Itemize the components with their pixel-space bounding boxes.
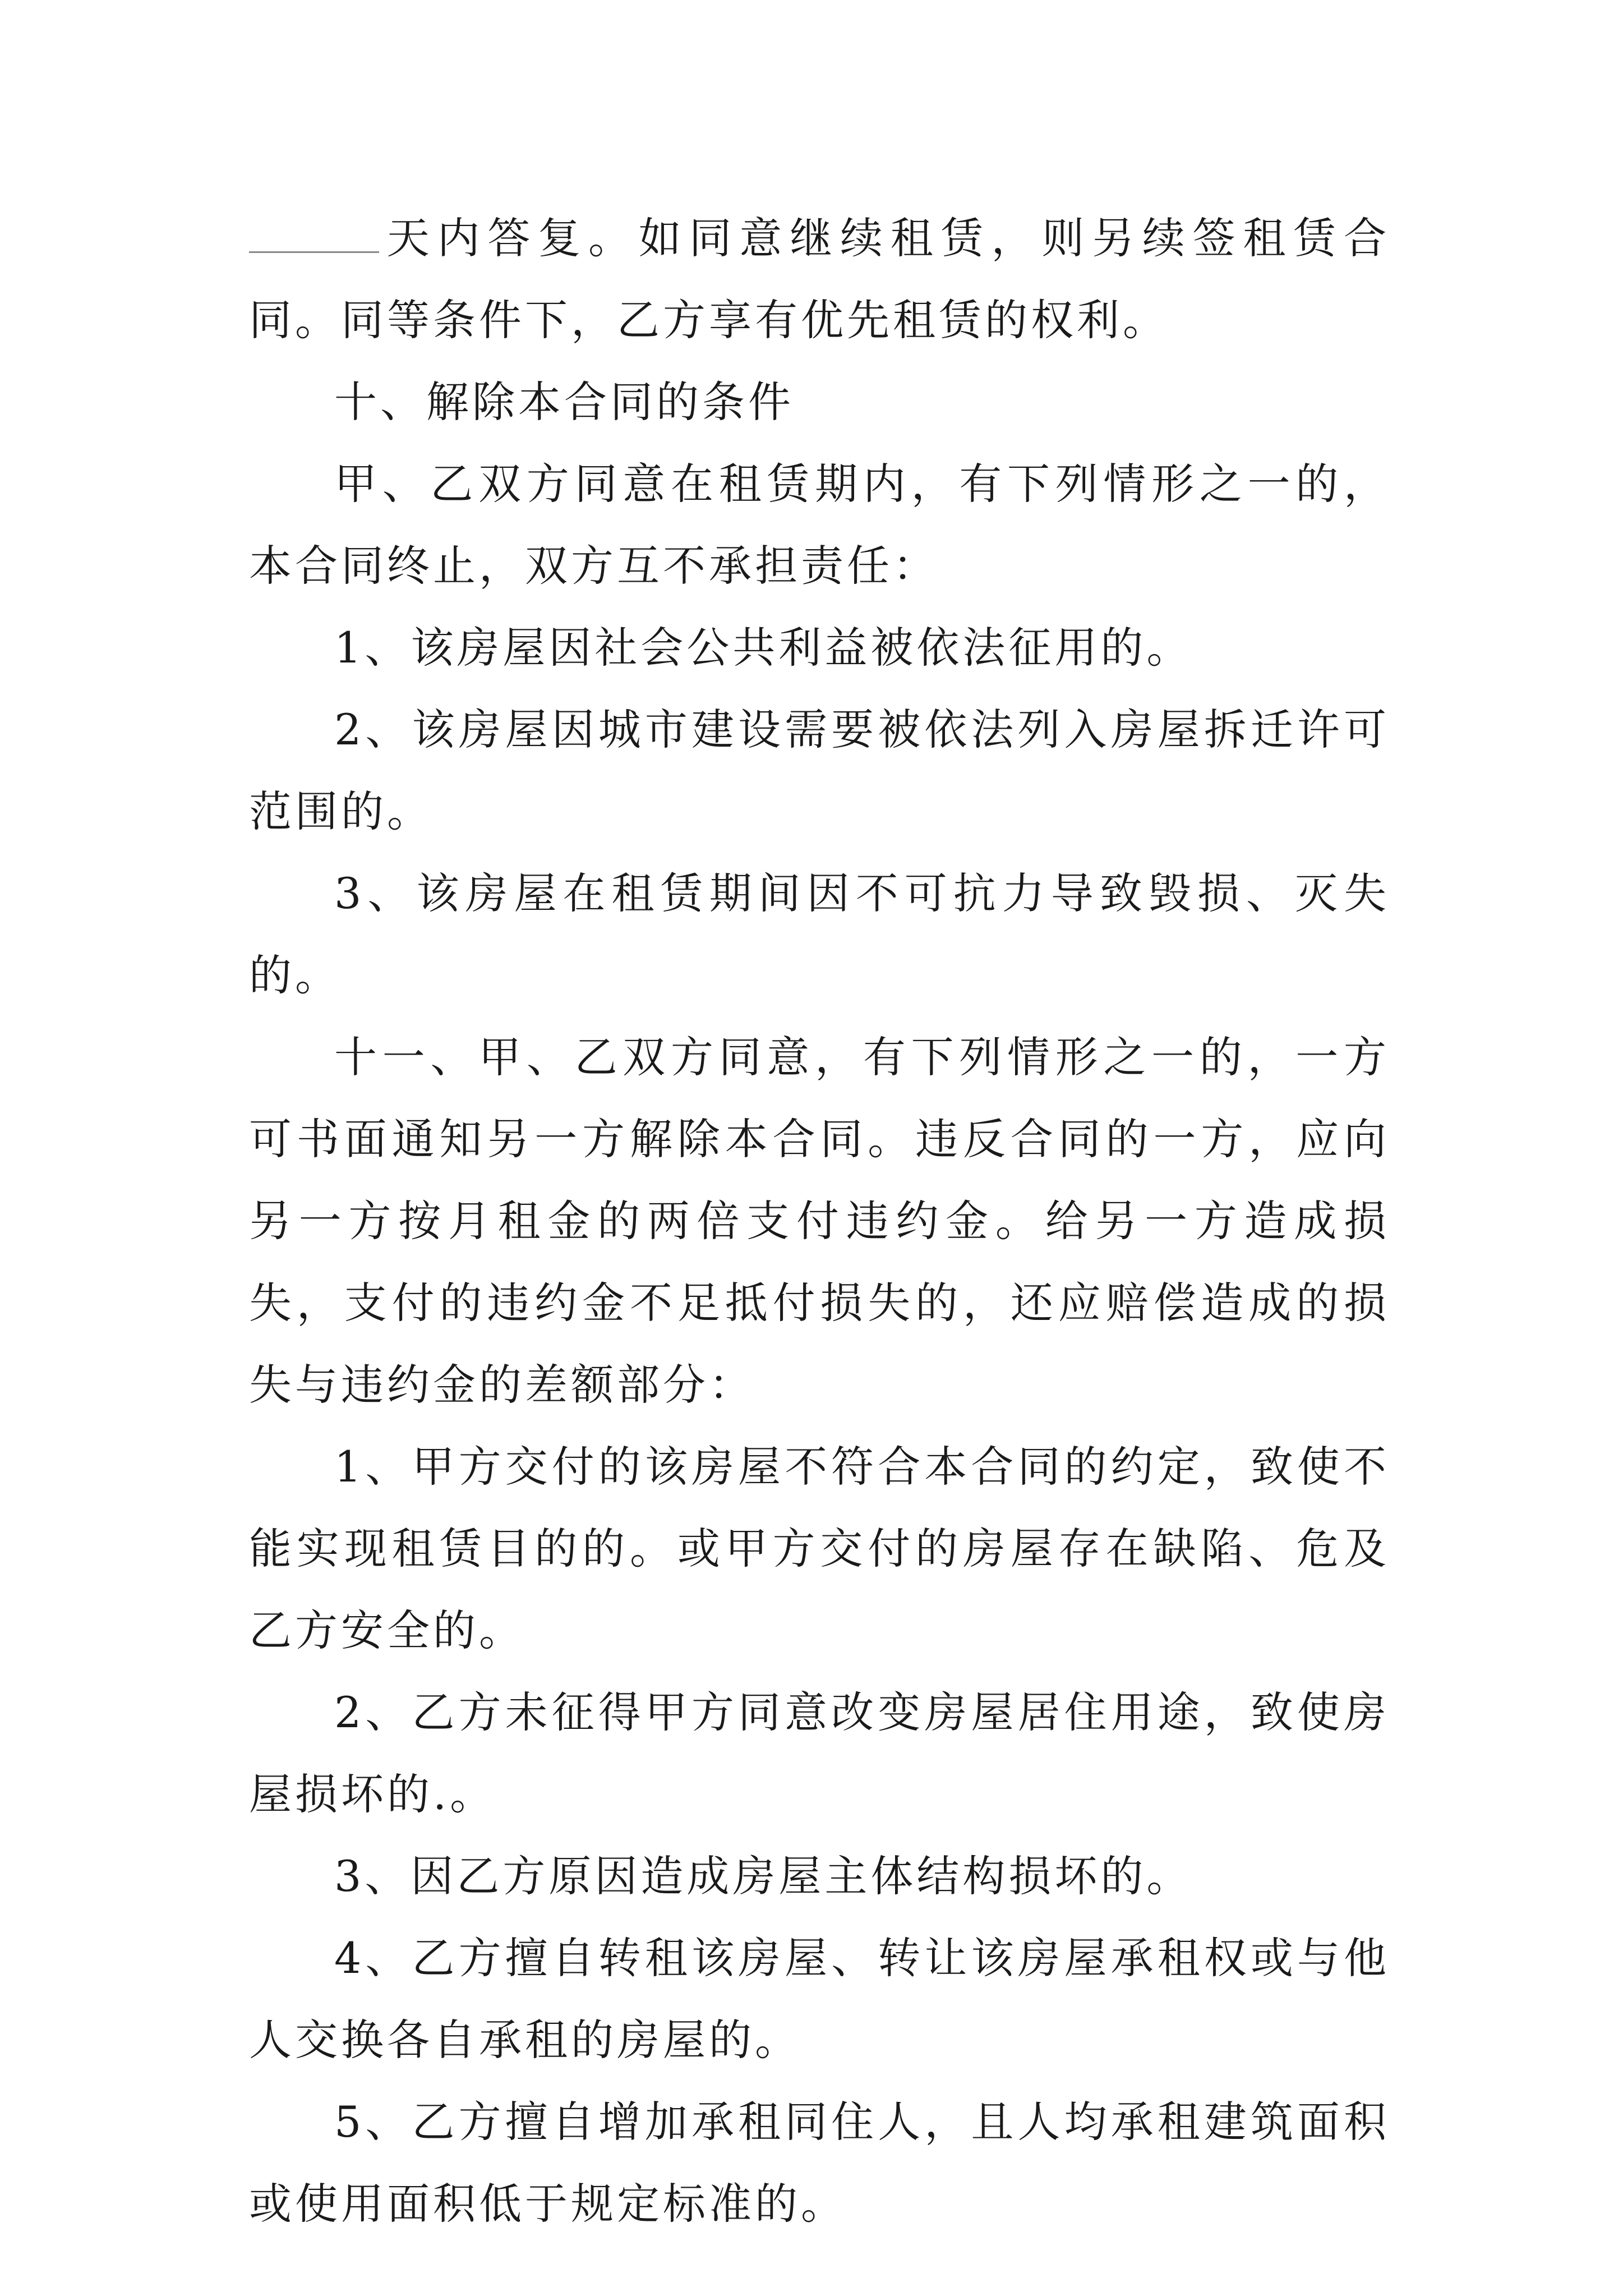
list-item: 1、该房屋因社会公共利益被依法征用的。 xyxy=(334,623,1193,673)
document-body xyxy=(249,197,1390,2245)
list-item: 2、该房屋因城市建设需要被依法列入房屋拆迁许可范围的。 xyxy=(249,705,1390,836)
list-item: 4、乙方擅自转租该房屋、转让该房屋承租权或与他人交换各自承租的房屋的。 xyxy=(249,1933,1390,2065)
paragraph-text: 天内答复。如同意继续租赁，则另续签租赁合同。同等条件下，乙方享有优先租赁的权利。 xyxy=(249,213,1390,345)
list-item: 3、该房屋在租赁期间因不可抗力导致毁损、灭失的。 xyxy=(249,868,1390,1000)
list-item: 5、乙方擅自增加承租同住人，且人均承租建筑面积或使用面积低于规定标准的。 xyxy=(249,2097,1390,2229)
list-item: 1、甲方交付的该房屋不符合本合同的约定，致使不能实现租赁目的的。或甲方交付的房屋存在缺陷、危及乙方安全的。 xyxy=(249,1442,1390,1655)
section-heading-11: 十一、甲、乙双方同意，有下列情形之一的，一方可书面通知另一方解除本合同。违反合同的一方，应向另一方按月租金的两倍支付违约金。给另一方造成损失，支付的违约金不足抵付损失的，还应赔偿造成的损失与违约金的差额部分： xyxy=(249,1032,1390,1410)
list-item: 2、乙方未征得甲方同意改变房屋居住用途，致使房屋损坏的.。 xyxy=(249,1687,1390,1819)
fill-in-blank xyxy=(249,212,379,253)
section-heading-10: 十、解除本合同的条件 xyxy=(334,377,794,427)
paragraph-continuation xyxy=(249,197,1390,361)
list-item: 3、因乙方原因造成房屋主体结构损坏的。 xyxy=(334,1851,1193,1901)
paragraph-termination-intro: 甲、乙双方同意在租赁期内，有下列情形之一的，本合同终止，双方互不承担责任： xyxy=(249,459,1390,591)
